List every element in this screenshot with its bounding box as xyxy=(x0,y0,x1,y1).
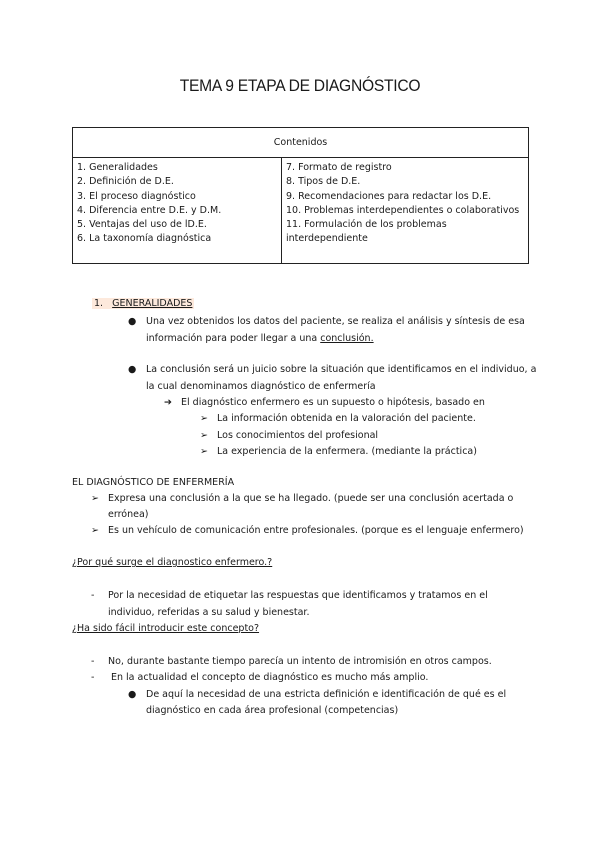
contents-right-column xyxy=(286,161,519,247)
list-item: Es un vehículo de comunicación entre profesionales. (porque es el lenguaje enfermero) xyxy=(108,525,524,536)
toc-item: interdependiente xyxy=(286,233,368,245)
toc-item: 5. Ventajas del uso de lD.E. xyxy=(77,219,207,231)
section-title: GENERALIDADES xyxy=(112,298,193,309)
paragraph-line: Una vez obtenidos los datos del paciente, se realiza el análisis y síntesis de esa xyxy=(146,316,525,327)
toc-item: 6. La taxonomía diagnóstica xyxy=(77,233,212,245)
toc-item: 11. Formulación de los problemas xyxy=(286,219,447,231)
dash-icon: - xyxy=(91,656,95,667)
question-heading: ¿Ha sido fácil introducir este concepto? xyxy=(72,623,260,634)
section-number: 1. xyxy=(94,298,104,309)
list-item: La experiencia de la enfermera. (mediante la práctica) xyxy=(217,446,477,457)
contents-table xyxy=(72,127,529,264)
triangle-bullet-icon: ➢ xyxy=(91,493,99,504)
section-heading-diagnostico: EL DIAGNÓSTICO DE ENFERMERÍA xyxy=(72,477,235,488)
dash-icon: - xyxy=(91,672,95,683)
bullet-icon: ● xyxy=(128,364,137,375)
paragraph-line: Por la necesidad de etiquetar las respuestas que identificamos y tratamos en el xyxy=(108,590,488,601)
text-span: información para poder llegar a una xyxy=(146,333,321,344)
paragraph-line: En la actualidad el concepto de diagnóstico es mucho más amplio. xyxy=(111,672,429,683)
triangle-bullet-icon: ➢ xyxy=(91,525,99,536)
paragraph-line: El diagnóstico enfermero es un supuesto o hipótesis, basado en xyxy=(181,397,485,408)
toc-item: 1. Generalidades xyxy=(77,162,158,173)
paragraph-line xyxy=(146,332,374,346)
bullet-icon: ● xyxy=(128,689,137,700)
triangle-bullet-icon: ➢ xyxy=(200,446,208,457)
paragraph-line: la cual denominamos diagnóstico de enfermería xyxy=(146,381,376,392)
list-item: La información obtenida en la valoración del paciente. xyxy=(217,413,476,424)
paragraph-line: diagnóstico en cada área profesional (competencias) xyxy=(146,705,399,716)
column-divider xyxy=(281,157,282,263)
page-title: TEMA 9 ETAPA DE DIAGNÓSTICO xyxy=(179,76,421,95)
paragraph-line: La conclusión será un juicio sobre la situación que identificamos en el individuo, a xyxy=(146,364,537,375)
toc-item: 8. Tipos de D.E. xyxy=(286,176,361,188)
toc-item: 10. Problemas interdependientes o colaborativos xyxy=(286,204,520,216)
paragraph-line: individuo, referidas a su salud y bienestar. xyxy=(108,607,310,618)
toc-item: 2. Definición de D.E. xyxy=(77,176,174,188)
dash-icon: - xyxy=(91,590,95,601)
question-heading: ¿Por qué surge el diagnostico enfermero.? xyxy=(72,557,273,568)
list-item-continuation: errónea) xyxy=(108,509,149,520)
paragraph-line: No, durante bastante tiempo parecía un intento de intromisión en otros campos. xyxy=(108,656,492,667)
list-item: Los conocimientos del profesional xyxy=(217,430,379,441)
toc-item: 4. Diferencia entre D.E. y D.M. xyxy=(77,204,222,216)
list-item: Expresa una conclusión a la que se ha llegado. (puede ser una conclusión acertada o xyxy=(108,493,514,504)
contents-heading: Contenidos xyxy=(73,128,528,158)
toc-item: 3. El proceso diagnóstico xyxy=(77,190,196,202)
contents-left-column xyxy=(77,161,221,247)
paragraph-line: De aquí la necesidad de una estricta definición e identificación de qué es el xyxy=(146,689,507,700)
bullet-icon: ● xyxy=(128,316,137,327)
arrow-icon: ➔ xyxy=(164,397,172,408)
section-heading-generalidades xyxy=(92,297,194,311)
underlined-term: conclusión. xyxy=(320,333,374,344)
toc-item: 7. Formato de registro xyxy=(286,162,392,173)
triangle-bullet-icon: ➢ xyxy=(200,413,208,424)
triangle-bullet-icon: ➢ xyxy=(200,430,208,441)
toc-item: 9. Recomendaciones para redactar los D.E. xyxy=(286,190,492,202)
